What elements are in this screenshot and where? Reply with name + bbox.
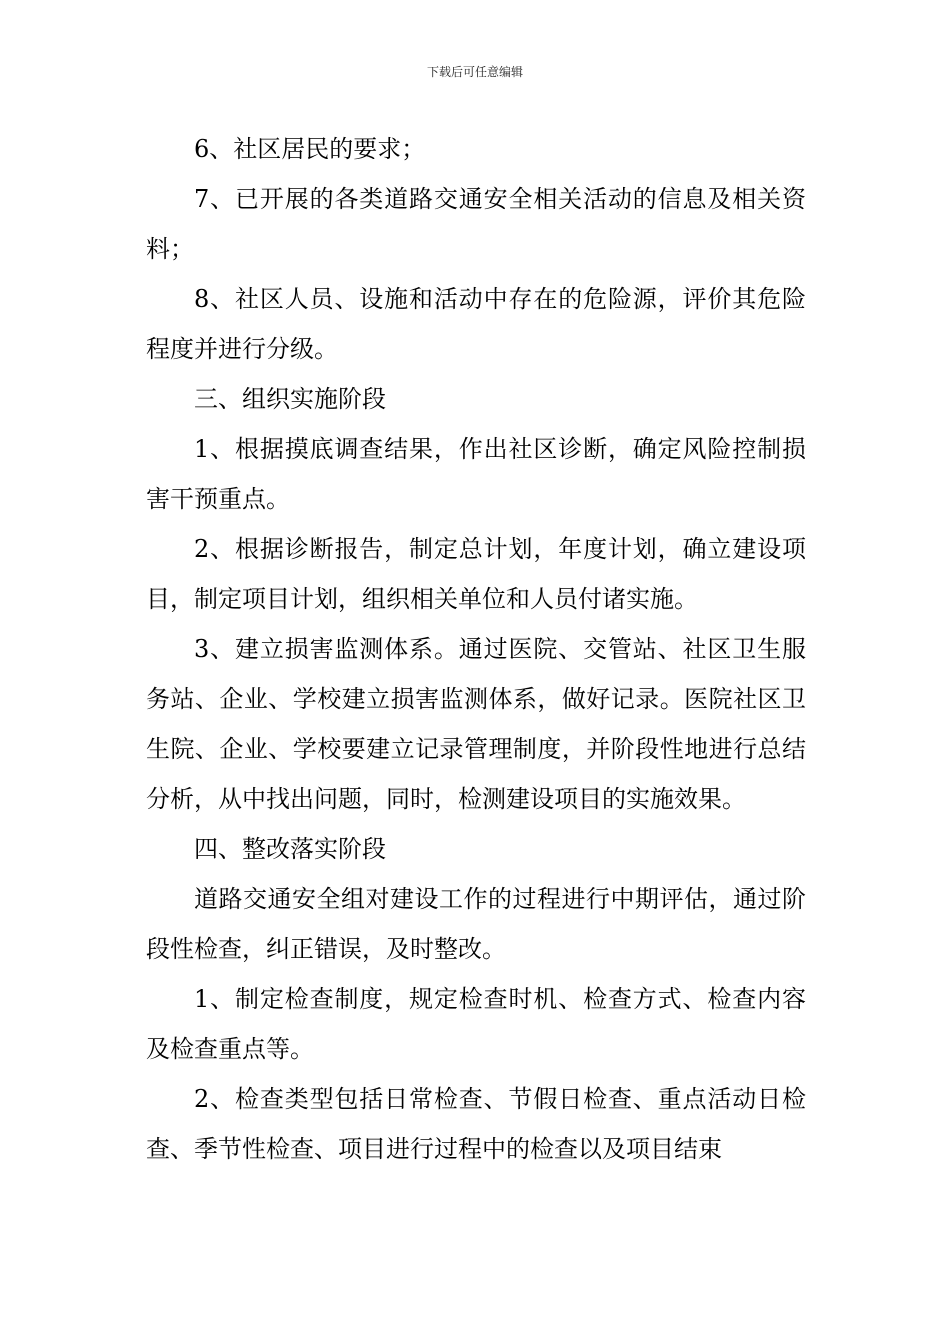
paragraph-stage4-item-2: 2、检查类型包括日常检查、节假日检查、重点活动日检查、季节性检查、项目进行过程中的检查以及项目结束 bbox=[146, 1085, 806, 1163]
paragraph-item-7: 7、已开展的各类道路交通安全相关活动的信息及相关资料； bbox=[146, 185, 806, 263]
page-header: 下载后可任意编辑 bbox=[426, 65, 523, 79]
paragraph-stage3-item-3: 3、建立损害监测体系。通过医院、交管站、社区卫生服务站、企业、学校建立损害监测体系，做好记录。医院社区卫生院、企业、学校要建立记录管理制度，并阶段性地进行总结分析，从中找出问题，同时，检测建设项目的实施效果。 bbox=[146, 635, 806, 813]
paragraph-item-8: 8、社区人员、设施和活动中存在的危险源，评价其危险程度并进行分级。 bbox=[146, 285, 806, 363]
paragraph-stage4-item-1: 1、制定检查制度，规定检查时机、检查方式、检查内容及检查重点等。 bbox=[146, 985, 806, 1063]
paragraph-stage3-item-1: 1、根据摸底调查结果，作出社区诊断，确定风险控制损害干预重点。 bbox=[146, 435, 806, 513]
paragraph-item-6: 6、社区居民的要求； bbox=[194, 135, 426, 163]
document-body bbox=[146, 124, 806, 1174]
paragraph-stage4-intro: 道路交通安全组对建设工作的过程进行中期评估，通过阶段性检查，纠正错误，及时整改。 bbox=[146, 885, 806, 963]
section-heading-4: 四、整改落实阶段 bbox=[194, 835, 386, 863]
paragraph-stage3-item-2: 2、根据诊断报告，制定总计划，年度计划，确立建设项目，制定项目计划，组织相关单位和人员付诸实施。 bbox=[146, 535, 806, 613]
section-heading-3: 三、组织实施阶段 bbox=[194, 385, 386, 413]
